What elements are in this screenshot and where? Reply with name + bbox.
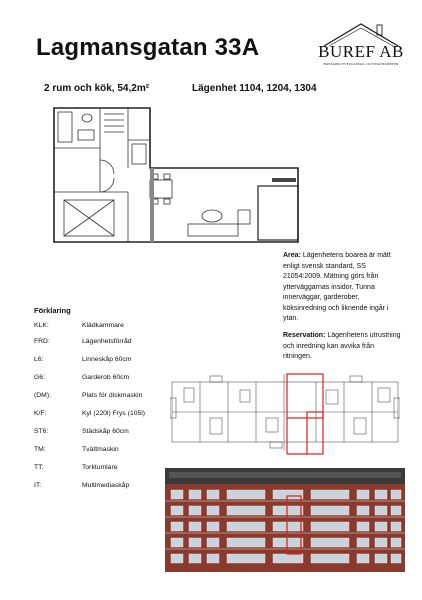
- building-floor-overview: [170, 368, 400, 456]
- area-text: Lägenhetens boarea är mätt enligt svensk standard, SS 21054:2009. Mätning görs från ytterväggarnas insidor. Tunna innerväggar, garderober, köksinredning och liknende ingår i ytan.: [283, 252, 391, 322]
- area-note: [283, 251, 403, 325]
- reservation-text: Lägenhetens utrustning och inredning kan avvika från ritningen.: [283, 332, 401, 360]
- logo-tagline: BOSTADSUTVECKLINGS- OCH FASTIGHETER: [323, 62, 399, 66]
- building-facade: [165, 468, 405, 572]
- page-title: Lagmansgatan 33A: [36, 34, 260, 61]
- room-info: 2 rum och kök, 54,2m²: [44, 83, 150, 94]
- reservation-label: Reservation:: [283, 332, 326, 339]
- legend-heading: Förklaring: [34, 306, 71, 315]
- floor-plan: [40, 100, 302, 250]
- logo-wordmark: BUREF AB: [318, 42, 404, 61]
- apartment-numbers: Lägenhet 1104, 1204, 1304: [192, 83, 317, 94]
- area-label: Area:: [283, 252, 301, 259]
- reservation-note: [283, 331, 403, 363]
- company-logo: [318, 18, 404, 70]
